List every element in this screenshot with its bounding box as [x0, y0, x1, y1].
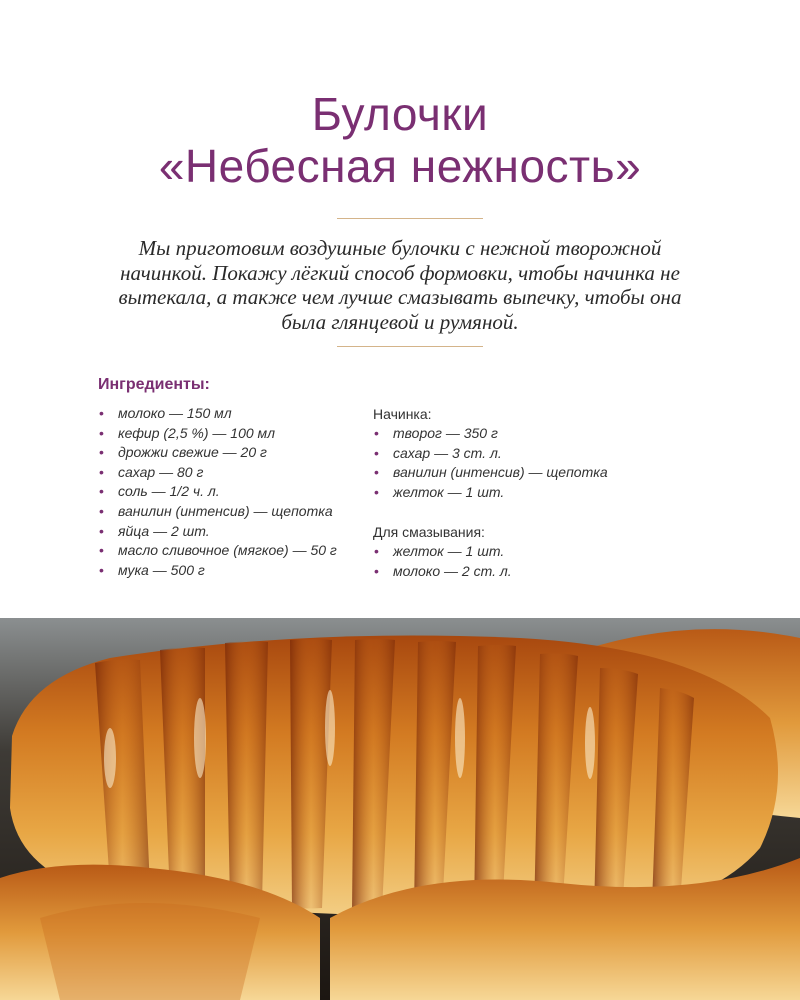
dough-ingredients-list: [98, 404, 337, 580]
list-item: • соль — 1/2 ч. л.: [98, 482, 337, 502]
divider-top: [337, 218, 483, 219]
recipe-title-line2: «Небесная нежность»: [158, 140, 642, 192]
bullet-icon: •: [374, 543, 379, 560]
list-item: • дрожжи свежие — 20 г: [98, 443, 337, 463]
recipe-title-line1: Булочки: [311, 88, 489, 140]
bullet-icon: •: [99, 502, 104, 519]
spacer: [373, 502, 608, 522]
bullet-icon: •: [99, 463, 104, 480]
list-item: • сахар — 3 ст. л.: [373, 444, 608, 464]
list-item: • творог — 350 г: [373, 424, 608, 444]
list-item: • молоко — 2 ст. л.: [373, 562, 608, 582]
divider-bottom: [337, 346, 483, 347]
list-item: • масло сливочное (мягкое) — 50 г: [98, 541, 337, 561]
bullet-icon: •: [374, 425, 379, 441]
bullet-icon: •: [374, 483, 379, 500]
filling-label: Начинка:: [373, 406, 432, 422]
list-item: • молоко — 150 мл: [98, 404, 337, 424]
list-item: • желток — 1 шт.: [373, 542, 608, 562]
glaze-label: Для смазывания:: [373, 524, 485, 541]
list-item: • сахар — 80 г: [98, 463, 337, 483]
list-item: • ванилин (интенсив) — щепотка: [373, 463, 608, 483]
bullet-icon: •: [374, 562, 379, 579]
bullet-icon: •: [99, 542, 104, 559]
list-item: • желток — 1 шт.: [373, 483, 608, 503]
list-item: • кефир (2,5 %) — 100 мл: [98, 424, 337, 444]
buns-photo: [0, 618, 800, 1000]
ingredients-heading: Ингредиенты:: [98, 376, 210, 393]
filling-glaze-column: [373, 404, 608, 582]
bullet-icon: •: [99, 561, 104, 578]
list-item: • мука — 500 г: [98, 561, 337, 581]
list-item: • яйца — 2 шт.: [98, 522, 337, 542]
bullet-icon: •: [99, 444, 104, 461]
list-item: • ванилин (интенсив) — щепотка: [98, 502, 337, 522]
bullet-icon: •: [99, 483, 104, 500]
bullet-icon: •: [99, 424, 104, 441]
bullet-icon: •: [374, 464, 379, 481]
recipe-intro: Мы приготовим воздушные булочки с нежной творожной начинкой. Покажу лёгкий способ формовки, чтобы начинка не вытекала, а также чем лучше смазывать выпечку, чтобы она была глянцевой и румяной.: [118, 236, 682, 334]
bullet-icon: •: [374, 444, 379, 461]
bullet-icon: •: [99, 405, 104, 421]
bullet-icon: •: [99, 522, 104, 539]
recipe-title: [0, 88, 800, 192]
